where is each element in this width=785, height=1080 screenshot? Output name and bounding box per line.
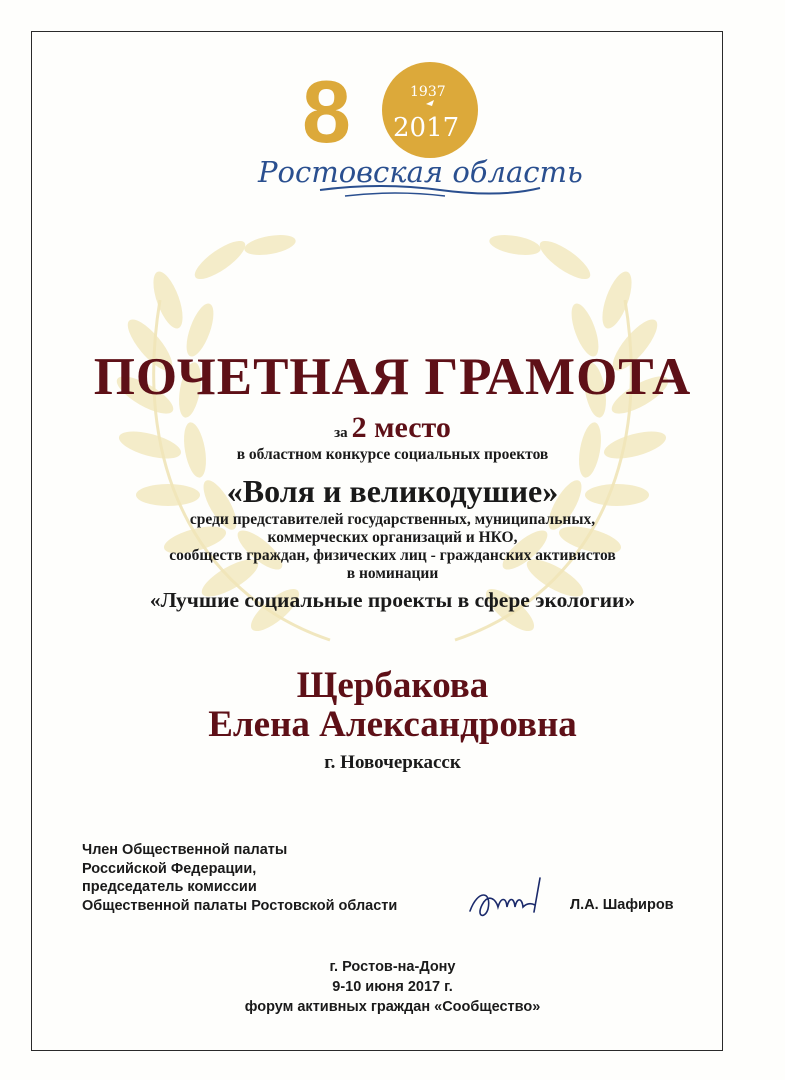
signatory-line: Общественной палаты Ростовской области bbox=[82, 897, 398, 914]
eligibility-line: в номинации bbox=[346, 565, 439, 582]
place-value: 2 место bbox=[351, 411, 451, 444]
certificate-title: ПОЧЕТНАЯ ГРАМОТА bbox=[93, 348, 692, 406]
logo-zero-disc bbox=[382, 62, 478, 158]
eligibility-line: среди представителей государственных, муниципальных, bbox=[189, 511, 596, 528]
eligibility-line: коммерческих организаций и НКО, bbox=[267, 529, 518, 546]
award-place bbox=[40, 410, 745, 451]
logo-year-start: 1937 bbox=[410, 84, 446, 100]
logo-wave-line-2 bbox=[345, 193, 445, 196]
logo-region-name: Ростовская область bbox=[258, 155, 583, 189]
signatory-line: Российской Федерации, bbox=[82, 860, 257, 877]
signatory-position bbox=[82, 841, 502, 915]
footer-date: 9-10 июня 2017 г. bbox=[332, 979, 453, 995]
place-prefix: за bbox=[334, 425, 348, 441]
anniversary-logo bbox=[250, 60, 583, 200]
signatory-line: председатель комиссии bbox=[82, 879, 257, 895]
footer-forum: форум активных граждан «Сообщество» bbox=[244, 999, 541, 1015]
footer-city: г. Ростов-на-Дону bbox=[329, 959, 456, 975]
handwritten-signature bbox=[460, 866, 560, 926]
contest-name: «Воля и великодушие» bbox=[226, 473, 559, 509]
logo-year-end: 2017 bbox=[393, 113, 460, 143]
signatory-line: Член Общественной палаты bbox=[82, 842, 288, 858]
eligibility-line: сообществ граждан, физических лиц - гражданских активистов bbox=[169, 547, 616, 564]
nomination-name: «Лучшие социальные проекты в сфере экологии» bbox=[149, 588, 636, 612]
signatory-name: Л.А. Шафиров bbox=[570, 897, 674, 913]
recipient-surname: Щербакова bbox=[296, 665, 489, 706]
contest-line: в областном конкурсе социальных проектов bbox=[236, 446, 549, 463]
eligibility-text bbox=[40, 511, 745, 583]
recipient-given-names: Елена Александровна bbox=[208, 704, 577, 745]
logo-eight: 8 bbox=[302, 62, 351, 161]
recipient-city: г. Новочеркасск bbox=[324, 752, 461, 773]
